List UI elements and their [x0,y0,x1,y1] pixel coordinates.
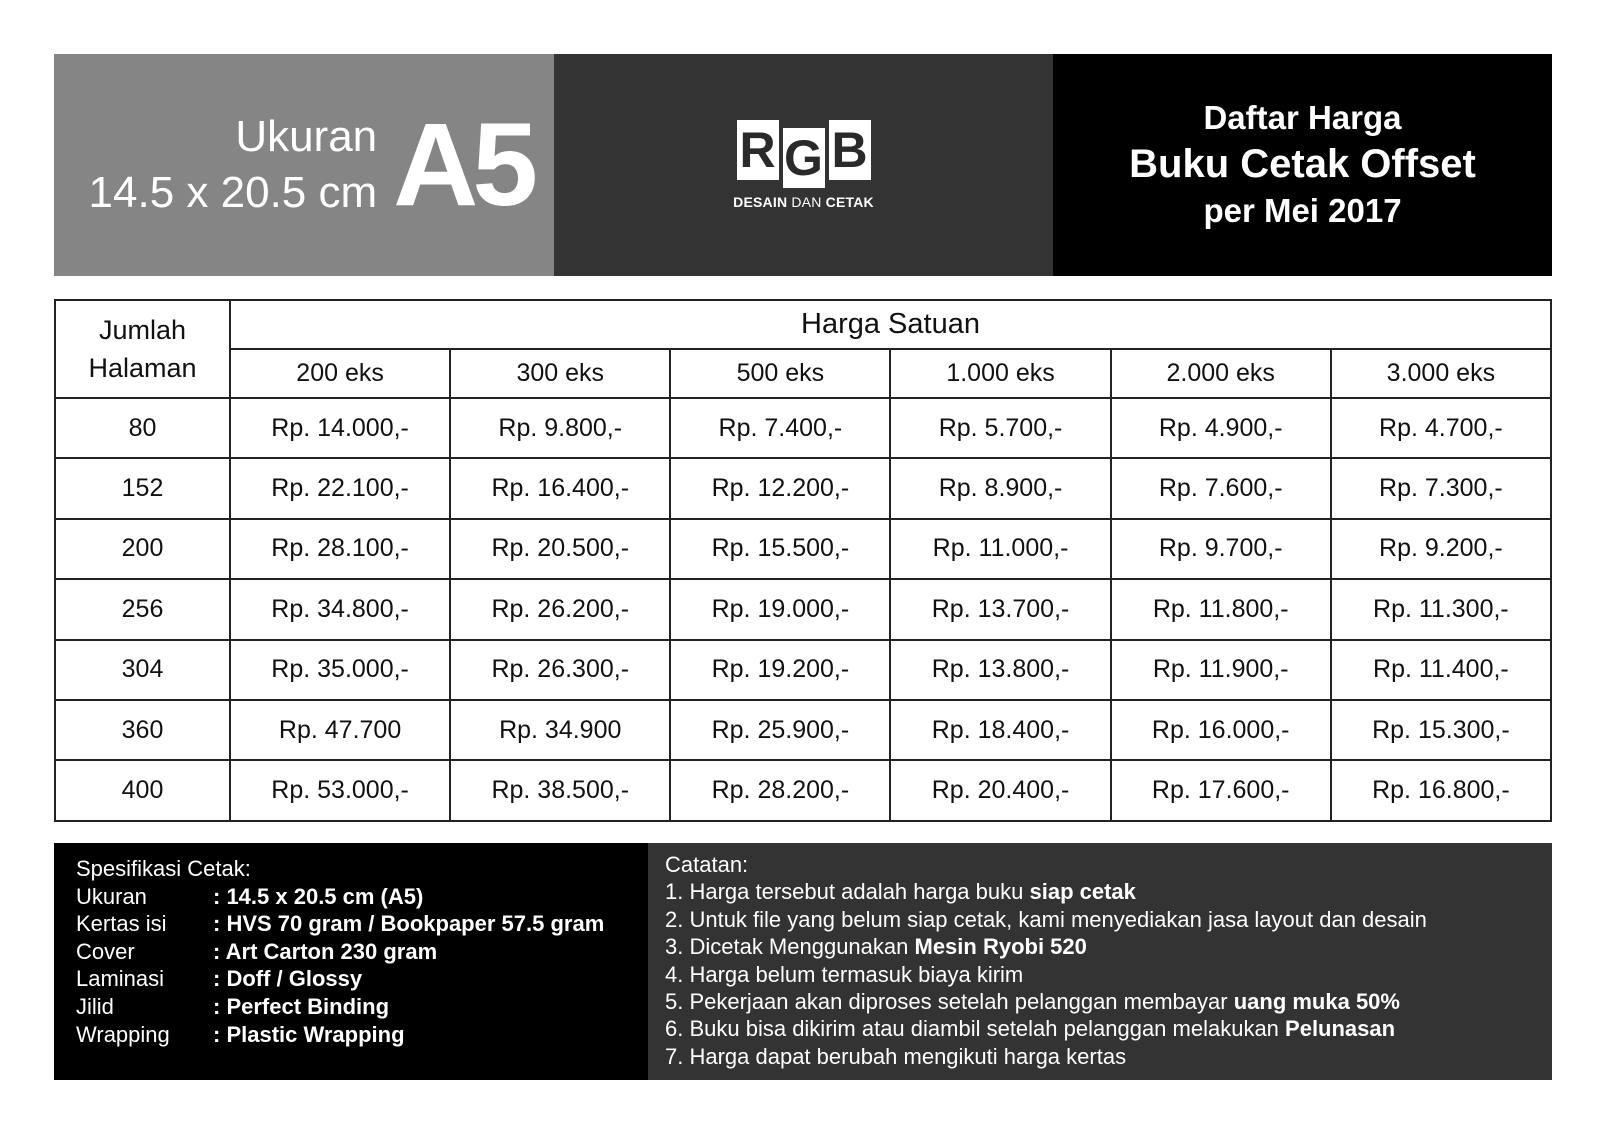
note-emphasis: siap cetak [1029,879,1136,905]
note-emphasis: Mesin Ryobi 520 [914,934,1087,960]
price-cell: Rp. 9.800,- [450,398,670,458]
rgb-logo [737,120,871,188]
price-cell: Rp. 35.000,- [230,640,450,700]
price-cell: Rp. 25.900,- [670,700,890,760]
price-cell: Rp. 11.400,- [1331,640,1551,700]
qty-header-3000: 3.000 eks [1331,349,1551,398]
table-row [55,760,1551,820]
pages-cell: 256 [55,579,230,639]
price-cell: Rp. 53.000,- [230,760,450,820]
size-panel [54,54,554,276]
pages-cell: 360 [55,700,230,760]
note-emphasis: Pelunasan [1285,1016,1396,1042]
spec-value: : Perfect Binding [213,993,390,1019]
note-text: 5. Pekerjaan akan diproses setelah pelanggan membayar [665,989,1234,1015]
pages-header-line-2: Halaman [88,353,197,383]
table-row [55,398,1551,458]
title-line-3: per Mei 2017 [1203,192,1402,229]
price-cell: Rp. 15.300,- [1331,700,1551,760]
spec-value: : HVS 70 gram / Bookpaper 57.5 gram [213,911,605,937]
quantity-header-row [55,349,1551,398]
price-cell: Rp. 7.600,- [1111,458,1331,518]
price-cell: Rp. 12.200,- [670,458,890,518]
price-cell: Rp. 18.400,- [890,700,1110,760]
price-cell: Rp. 16.800,- [1331,760,1551,820]
qty-header-500: 500 eks [670,349,890,398]
note-emphasis: uang muka 50% [1233,989,1400,1015]
pages-cell: 80 [55,398,230,458]
spec-row [76,938,648,966]
price-table [54,299,1552,822]
title-line-2: Buku Cetak Offset [1129,142,1476,186]
pages-column-header [55,300,230,398]
spec-row [76,1021,648,1049]
price-cell: Rp. 9.200,- [1331,519,1551,579]
price-cell: Rp. 11.800,- [1111,579,1331,639]
table-row [55,458,1551,518]
footer-panels [54,843,1552,1080]
price-cell: Rp. 11.000,- [890,519,1110,579]
size-code: A5 [393,99,532,231]
spec-title: Spesifikasi Cetak: [76,856,251,881]
price-cell: Rp. 34.900 [450,700,670,760]
logo-tagline-cetak: CETAK [825,194,874,210]
price-cell: Rp. 16.400,- [450,458,670,518]
spec-value: : Plastic Wrapping [213,1021,405,1047]
price-cell: Rp. 8.900,- [890,458,1110,518]
price-cell: Rp. 13.800,- [890,640,1110,700]
price-cell: Rp. 5.700,- [890,398,1110,458]
price-cell: Rp. 38.500,- [450,760,670,820]
price-cell: Rp. 15.500,- [670,519,890,579]
spec-label: Jilid [76,993,114,1019]
logo-tagline-desain: DESAIN [733,194,788,210]
qty-header-2000: 2.000 eks [1111,349,1331,398]
note-item [665,906,1552,933]
spec-label: Kertas isi [76,911,167,937]
size-dimensions: 14.5 x 20.5 cm [88,168,378,217]
spec-label: Ukuran [76,883,147,909]
qty-header-200: 200 eks [230,349,450,398]
price-cell: Rp. 16.000,- [1111,700,1331,760]
note-item [665,1043,1552,1070]
note-item [665,988,1552,1015]
price-cell: Rp. 9.700,- [1111,519,1331,579]
note-item [665,878,1552,905]
price-cell: Rp. 4.700,- [1331,398,1551,458]
spec-row [76,883,648,911]
spec-row [76,910,648,938]
spec-value: : 14.5 x 20.5 cm (A5) [213,883,424,909]
pages-cell: 304 [55,640,230,700]
price-cell: Rp. 20.500,- [450,519,670,579]
notes-title: Catatan: [665,852,749,877]
spec-panel [54,843,648,1080]
table-row [55,519,1551,579]
size-text [89,109,378,221]
table-row [55,579,1551,639]
pages-cell: 200 [55,519,230,579]
spec-value: : Art Carton 230 gram [213,938,438,964]
logo-letter-g: G [784,130,823,186]
pages-header-line-1: Jumlah [98,315,187,345]
table-row [55,640,1551,700]
qty-header-1000: 1.000 eks [890,349,1110,398]
logo-letter-b: B [829,120,871,180]
price-cell: Rp. 26.300,- [450,640,670,700]
price-cell: Rp. 34.800,- [230,579,450,639]
price-cell: Rp. 26.200,- [450,579,670,639]
note-text: 2. Untuk file yang belum siap cetak, kami menyediakan jasa layout dan desain [665,906,1427,932]
spec-label: Laminasi [76,966,165,992]
note-text: 7. Harga dapat berubah mengikuti harga kertas [665,1043,1127,1069]
price-cell: Rp. 28.200,- [670,760,890,820]
note-item [665,1015,1552,1042]
spec-row [76,965,648,993]
price-cell: Rp. 11.900,- [1111,640,1331,700]
spec-value: : Doff / Glossy [213,966,363,992]
note-text: 4. Harga belum termasuk biaya kirim [665,961,1024,987]
note-text: 3. Dicetak Menggunakan [665,934,915,960]
pages-cell: 152 [55,458,230,518]
logo-panel [554,54,1053,276]
title-line-1: Daftar Harga [1203,99,1402,136]
price-cell: Rp. 19.200,- [670,640,890,700]
price-cell: Rp. 7.400,- [670,398,890,458]
spec-row [76,993,648,1021]
logo-tagline-dan: DAN [791,194,822,210]
spec-label: Wrapping [76,1021,170,1047]
price-cell: Rp. 22.100,- [230,458,450,518]
notes-panel [648,843,1552,1080]
title-panel [1053,54,1552,276]
price-cell: Rp. 11.300,- [1331,579,1551,639]
pages-cell: 400 [55,760,230,820]
price-cell: Rp. 19.000,- [670,579,890,639]
price-cell: Rp. 14.000,- [230,398,450,458]
note-item [665,961,1552,988]
price-cell: Rp. 7.300,- [1331,458,1551,518]
note-text: 1. Harga tersebut adalah harga buku [665,879,1030,905]
table-row [55,700,1551,760]
price-cell: Rp. 4.900,- [1111,398,1331,458]
size-label: Ukuran [235,112,378,161]
price-cell: Rp. 28.100,- [230,519,450,579]
logo-tagline [733,194,874,210]
price-cell: Rp. 13.700,- [890,579,1110,639]
note-text: 6. Buku bisa dikirim atau diambil setelah pelanggan melakukan [665,1016,1286,1042]
note-item [665,933,1552,960]
header-banner [54,54,1552,276]
price-cell: Rp. 20.400,- [890,760,1110,820]
price-cell: Rp. 17.600,- [1111,760,1331,820]
qty-header-300: 300 eks [450,349,670,398]
unit-price-header: Harga Satuan [230,300,1551,349]
logo-letter-r: R [737,120,779,180]
price-cell: Rp. 47.700 [230,700,450,760]
price-table-group-row [55,300,1551,349]
spec-label: Cover [76,938,135,964]
